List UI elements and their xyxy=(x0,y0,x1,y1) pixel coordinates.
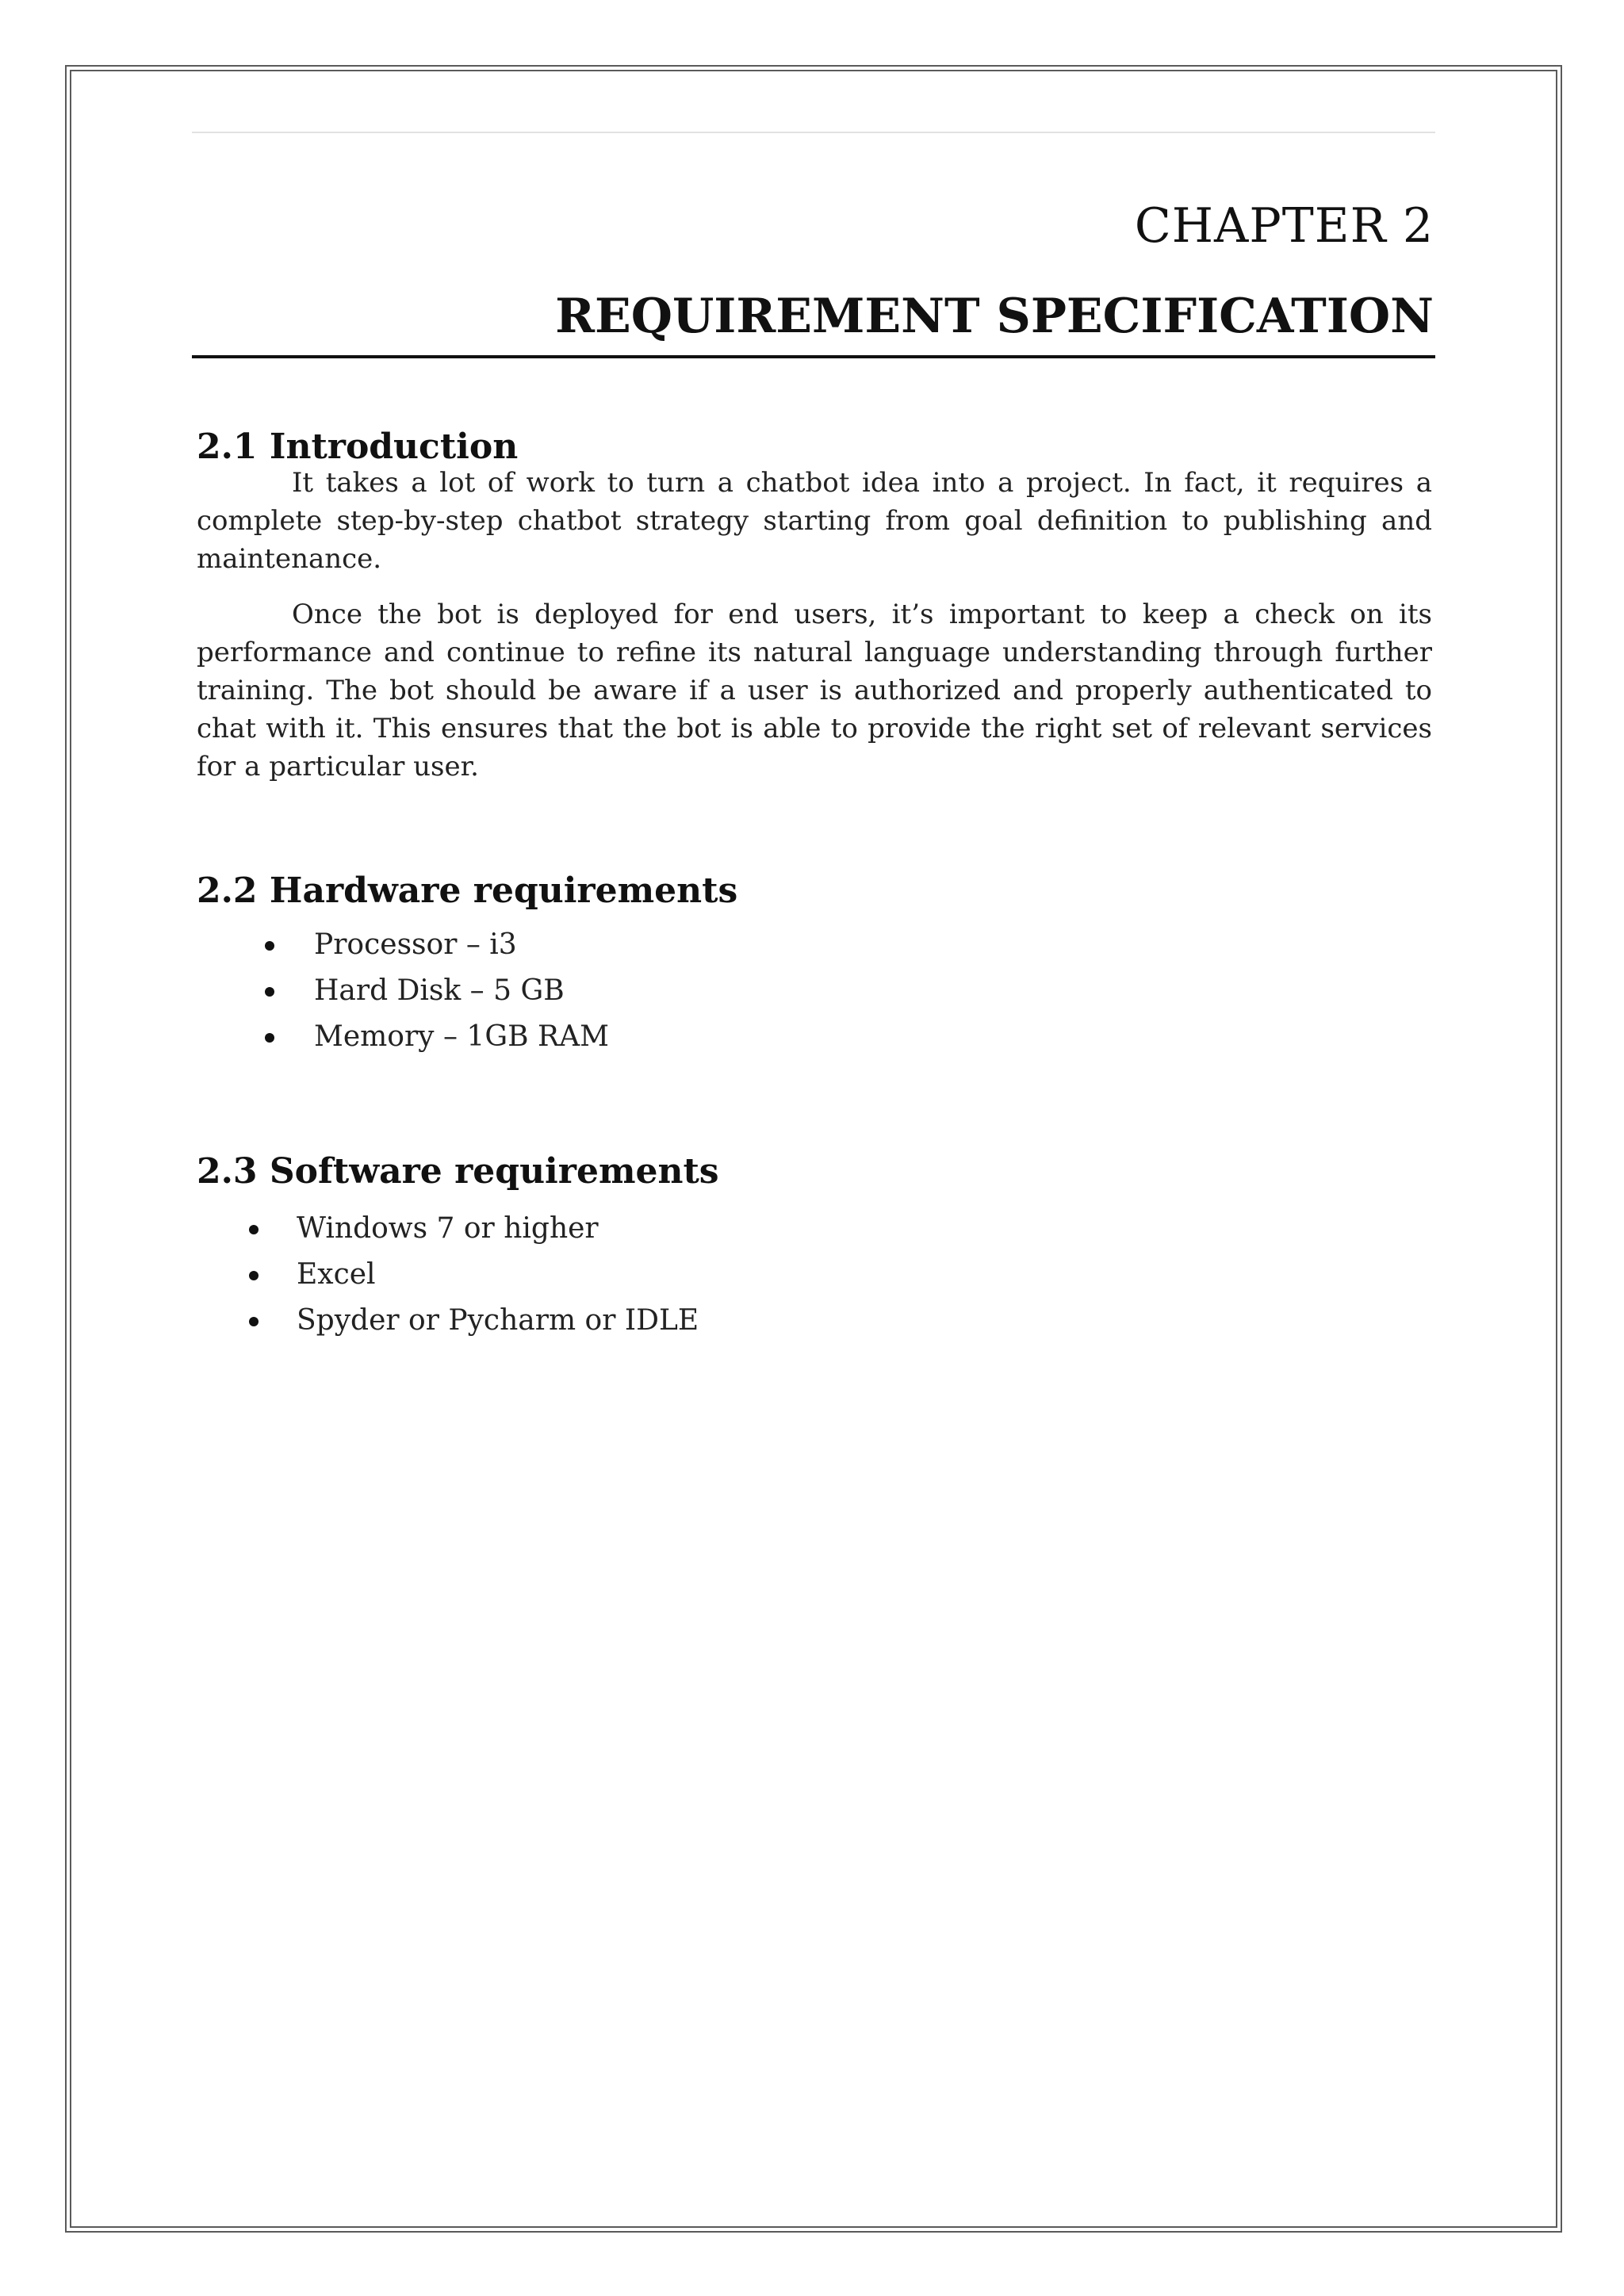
header-rule xyxy=(192,132,1435,133)
bullet-icon xyxy=(249,1225,259,1234)
section-heading-introduction: 2.1 Introduction xyxy=(197,427,519,467)
list-item-text: Spyder or Pycharm or IDLE xyxy=(297,1304,699,1337)
section-hardware xyxy=(197,871,1432,1060)
bullet-icon xyxy=(249,1271,259,1280)
list-item xyxy=(197,1014,1432,1060)
list-item-text: Excel xyxy=(297,1258,376,1291)
title-underline xyxy=(192,355,1435,358)
list-item-text: Memory – 1GB RAM xyxy=(314,1020,609,1053)
hardware-list xyxy=(197,922,1432,1060)
section-introduction xyxy=(197,427,1432,786)
list-item xyxy=(197,968,1432,1014)
list-item-text: Hard Disk – 5 GB xyxy=(314,974,565,1007)
bullet-icon xyxy=(249,1317,259,1326)
bullet-icon xyxy=(265,941,274,951)
chapter-title: REQUIREMENT SPECIFICATION xyxy=(555,289,1434,344)
section-heading-software: 2.3 Software requirements xyxy=(197,1151,719,1192)
list-item-text: Windows 7 or higher xyxy=(297,1212,599,1245)
intro-paragraph-1: It takes a lot of work to turn a chatbot idea into a project. In fact, it requires a complete step-by-step chatbot strategy starting from goal definition to publishing and maintenance. xyxy=(197,467,1432,575)
bullet-icon xyxy=(265,987,274,997)
bullet-icon xyxy=(265,1033,274,1043)
list-item-text: Processor – i3 xyxy=(314,928,517,961)
section-heading-hardware: 2.2 Hardware requirements xyxy=(197,871,738,911)
page-border xyxy=(65,65,1562,2233)
list-item xyxy=(197,922,1432,968)
software-list xyxy=(197,1206,1432,1344)
chapter-label: CHAPTER 2 xyxy=(1134,198,1434,254)
list-item xyxy=(197,1206,1432,1252)
list-item xyxy=(197,1298,1432,1344)
list-item xyxy=(197,1252,1432,1298)
section-software xyxy=(197,1151,1432,1344)
intro-paragraph-2: Once the bot is deployed for end users, it’s important to keep a check on its performance and continue to refine its natural language understanding through further training. The bot should be aware if a user is authorized and properly authenticated to chat with it. This ensures that the bot is able to provide the right set of relevant services for a particular user. xyxy=(197,599,1432,783)
